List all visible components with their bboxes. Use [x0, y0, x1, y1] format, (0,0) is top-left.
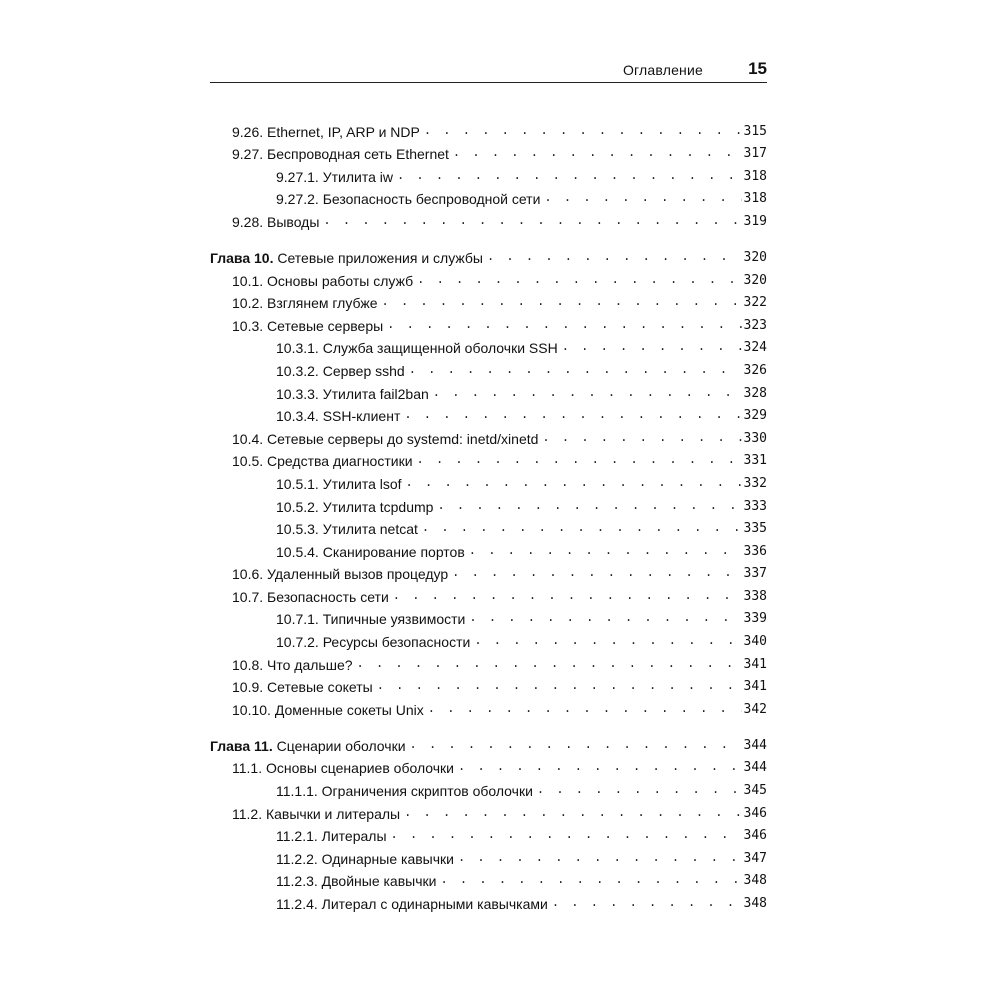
- toc-entry-title: 10.5. Средства диагностики: [232, 453, 413, 470]
- running-head-title: Оглавление: [622, 62, 703, 78]
- toc-page-number: 336: [743, 543, 767, 559]
- dot-leader: [424, 121, 742, 139]
- toc-entry-label: [276, 782, 537, 800]
- toc-entry-row: [210, 425, 767, 448]
- dot-leader: [404, 803, 741, 821]
- toc-page-number: 326: [743, 362, 767, 378]
- dot-leader: [417, 450, 742, 468]
- dot-leader: [469, 608, 741, 626]
- toc-entry-row: [210, 845, 767, 868]
- toc-entry-title: 10.5.4. Сканирование портов: [276, 543, 465, 560]
- chapter-number: Глава 10.: [210, 249, 274, 266]
- toc-entry-row: [210, 755, 767, 778]
- toc-entry-row: [210, 628, 767, 651]
- toc-entry-title: 10.3.2. Сервер sshd: [276, 362, 405, 379]
- toc-entry-label: [276, 872, 440, 890]
- toc-page-number: 342: [743, 701, 767, 717]
- toc-entry-row: [210, 290, 767, 313]
- toc-entry-label: [276, 190, 544, 208]
- toc-entry-title: 9.27. Беспроводная сеть Ethernet: [232, 146, 449, 163]
- toc-entry-title: 10.2. Взглянем глубже: [232, 295, 378, 312]
- dot-leader: [433, 383, 742, 401]
- toc-entry-title: 9.28. Выводы: [232, 213, 320, 230]
- dot-leader: [440, 870, 741, 888]
- toc-page-number: 348: [743, 896, 767, 911]
- dot-leader: [404, 405, 741, 423]
- toc-entry-row: [210, 493, 767, 516]
- toc-entry-row: [210, 403, 767, 426]
- dot-leader: [453, 143, 742, 161]
- toc-entry-label: [276, 498, 437, 516]
- dot-leader: [458, 848, 742, 866]
- toc-entry-row: [210, 823, 767, 846]
- toc-entry-label: [276, 827, 391, 845]
- toc-entry-title: 10.9. Сетевые сокеты: [232, 679, 373, 696]
- toc-page-number: 341: [743, 679, 767, 695]
- dot-leader: [391, 825, 742, 843]
- toc-entry-row: [210, 651, 767, 674]
- toc-entry-title: 10.3.3. Утилита fail2ban: [276, 385, 429, 402]
- toc-page-number: 318: [743, 191, 767, 207]
- toc-page-number: 335: [743, 521, 767, 537]
- toc-entry-row: [210, 312, 767, 335]
- toc-page-number: 317: [743, 146, 767, 162]
- dot-leader: [437, 496, 741, 514]
- toc-entry-row: [210, 538, 767, 561]
- toc-page-number: 346: [743, 828, 767, 844]
- toc-page-number: 338: [743, 588, 767, 604]
- toc-page-number: 324: [743, 340, 767, 356]
- dot-leader: [397, 166, 742, 184]
- toc-entry-label: [232, 294, 382, 312]
- toc-entry-row: [210, 777, 767, 800]
- toc-entry-title: 10.4. Сетевые серверы до systemd: inetd/xinetd: [232, 430, 539, 447]
- header-divider: [210, 82, 767, 83]
- toc-page-number: 320: [743, 249, 767, 265]
- toc-entry-label: [276, 168, 397, 186]
- page-number: 15: [748, 59, 767, 78]
- toc-page-number: 347: [743, 850, 767, 866]
- toc-entry-label: [232, 759, 458, 777]
- toc-entry-title: 10.7.2. Ресурсы безопасности: [276, 634, 471, 651]
- dot-leader: [544, 188, 741, 206]
- toc-entry-title: 10.3.4. SSH-клиент: [276, 408, 401, 425]
- toc-entry-label: [276, 362, 409, 380]
- dot-leader: [410, 735, 742, 753]
- toc-entry-label: [232, 272, 417, 290]
- dot-leader: [357, 654, 742, 672]
- toc-entry-label: [232, 452, 417, 470]
- toc-entry-title: Сценарии оболочки: [276, 737, 406, 754]
- toc-entry-row: [210, 890, 767, 913]
- toc-entry-row: [210, 267, 767, 290]
- toc-entry-title: 11.2.4. Литерал с одинарными кавычками: [276, 896, 548, 912]
- toc-entry-row: [210, 606, 767, 629]
- toc-page-number: 328: [743, 385, 767, 401]
- toc-entry-title: 10.6. Удаленный вызов процедур: [232, 566, 449, 583]
- toc-entry-label: [232, 805, 404, 823]
- toc-entry-label: [276, 610, 469, 628]
- dot-leader: [406, 473, 742, 491]
- toc-entry-row: [210, 163, 767, 186]
- toc-entry-row: [210, 696, 767, 719]
- toc-entry-label: [210, 737, 410, 755]
- dot-leader: [452, 563, 741, 581]
- toc-page-number: 339: [743, 611, 767, 627]
- toc-entry-label: [232, 678, 377, 696]
- toc-entry-row: [210, 561, 767, 584]
- toc-entry-row: [210, 186, 767, 209]
- dot-leader: [469, 541, 742, 559]
- toc-entry-label: [232, 317, 387, 335]
- toc-entry-label: [210, 249, 487, 267]
- toc-entry-row: [210, 868, 767, 891]
- dot-leader: [323, 211, 741, 229]
- dot-leader: [537, 780, 742, 798]
- toc-page-number: 348: [743, 873, 767, 889]
- toc-page-number: 320: [743, 272, 767, 288]
- toc-page-number: 337: [743, 566, 767, 582]
- toc-page-number: 318: [743, 168, 767, 184]
- toc-entry-title: 11.2.3. Двойные кавычки: [276, 873, 437, 890]
- page-header: [210, 56, 767, 82]
- toc-entry-label: [276, 895, 552, 913]
- toc-entry-title: 10.5.2. Утилита tcpdump: [276, 498, 434, 515]
- toc-page-number: 329: [743, 408, 767, 424]
- toc-chapter-row: [210, 733, 767, 755]
- toc-entry-row: [210, 380, 767, 403]
- toc-page-number: 323: [743, 317, 767, 333]
- dot-leader: [382, 292, 742, 310]
- toc-entry-title: 10.8. Что дальше?: [232, 656, 353, 673]
- toc-entry-title: 11.2. Кавычки и литералы: [232, 805, 401, 822]
- toc-entry-row: [210, 118, 767, 141]
- toc-entry-row: [210, 448, 767, 471]
- toc-page-number: 331: [743, 453, 767, 469]
- toc-entry-label: [232, 588, 393, 606]
- toc-entry-row: [210, 674, 767, 697]
- dot-leader: [458, 757, 742, 775]
- toc-entry-label: [232, 145, 453, 163]
- toc-entry-label: [276, 543, 469, 561]
- toc-entry-title: 10.5.3. Утилита netcat: [276, 521, 418, 538]
- toc-entry-label: [232, 123, 424, 141]
- dot-leader: [377, 676, 742, 694]
- toc-entry-title: 10.3.1. Служба защищенной оболочки SSH: [276, 340, 558, 357]
- toc-entry-title: 9.26. Ethernet, IP, ARP и NDP: [232, 123, 420, 140]
- toc-entry-title: 9.27.2. Безопасность беспроводной сети: [276, 191, 541, 208]
- dot-leader: [409, 360, 742, 378]
- toc-entry-label: [232, 656, 357, 674]
- toc-entry-label: [276, 385, 433, 403]
- toc-entry-title: 11.2.1. Литералы: [276, 828, 387, 845]
- table-of-contents: [210, 118, 767, 913]
- toc-entry-label: [276, 339, 562, 357]
- toc-page-number: 332: [743, 475, 767, 491]
- toc-entry-title: 10.3. Сетевые серверы: [232, 317, 384, 334]
- toc-page-number: 345: [743, 783, 767, 799]
- dot-leader: [387, 315, 741, 333]
- toc-entry-row: [210, 470, 767, 493]
- dot-leader: [474, 631, 741, 649]
- toc-entry-label: [232, 701, 428, 719]
- dot-leader: [428, 699, 742, 717]
- toc-entry-label: [276, 407, 404, 425]
- toc-entry-title: Сетевые приложения и службы: [277, 249, 483, 266]
- toc-page-number: 344: [743, 737, 767, 753]
- dot-leader: [552, 893, 742, 911]
- toc-entry-label: [232, 430, 542, 448]
- toc-page-number: 340: [743, 634, 767, 650]
- toc-entry-row: [210, 357, 767, 380]
- toc-entry-row: [210, 141, 767, 164]
- dot-leader: [422, 518, 742, 536]
- toc-entry-title: 10.10. Доменные сокеты Unix: [232, 701, 424, 718]
- toc-entry-title: 10.5.1. Утилита lsof: [276, 475, 402, 492]
- toc-entry-label: [276, 520, 422, 538]
- toc-entry-title: 10.7.1. Типичные уязвимости: [276, 611, 466, 628]
- toc-entry-label: [232, 565, 452, 583]
- toc-entry-label: [232, 213, 323, 231]
- toc-page-number: 346: [743, 805, 767, 821]
- toc-page-number: 341: [743, 656, 767, 672]
- dot-leader: [542, 428, 741, 446]
- toc-entry-title: 9.27.1. Утилита iw: [276, 168, 393, 185]
- toc-page-number: 315: [743, 123, 767, 139]
- toc-entry-title: 11.1.1. Ограничения скриптов оболочки: [276, 783, 533, 800]
- dot-leader: [417, 270, 741, 288]
- toc-page-number: 333: [743, 498, 767, 514]
- toc-page-number: 319: [743, 213, 767, 229]
- toc-entry-label: [276, 475, 406, 493]
- toc-entry-label: [276, 850, 458, 868]
- toc-entry-row: [210, 208, 767, 231]
- toc-entry-row: [210, 335, 767, 358]
- toc-entry-row: [210, 800, 767, 823]
- toc-entry-title: 11.1. Основы сценариев оболочки: [232, 760, 454, 777]
- toc-chapter-row: [210, 245, 767, 267]
- toc-entry-label: [276, 633, 474, 651]
- toc-entry-row: [210, 516, 767, 539]
- toc-entry-title: 10.7. Безопасность сети: [232, 588, 389, 605]
- dot-leader: [487, 247, 742, 265]
- toc-page-number: 322: [743, 295, 767, 311]
- dot-leader: [393, 586, 742, 604]
- toc-page-number: 330: [743, 430, 767, 446]
- toc-entry-row: [210, 583, 767, 606]
- toc-page-number: 344: [743, 760, 767, 776]
- chapter-number: Глава 11.: [210, 737, 273, 754]
- dot-leader: [562, 337, 742, 355]
- toc-entry-title: 10.1. Основы работы служб: [232, 272, 414, 289]
- toc-entry-title: 11.2.2. Одинарные кавычки: [276, 850, 454, 867]
